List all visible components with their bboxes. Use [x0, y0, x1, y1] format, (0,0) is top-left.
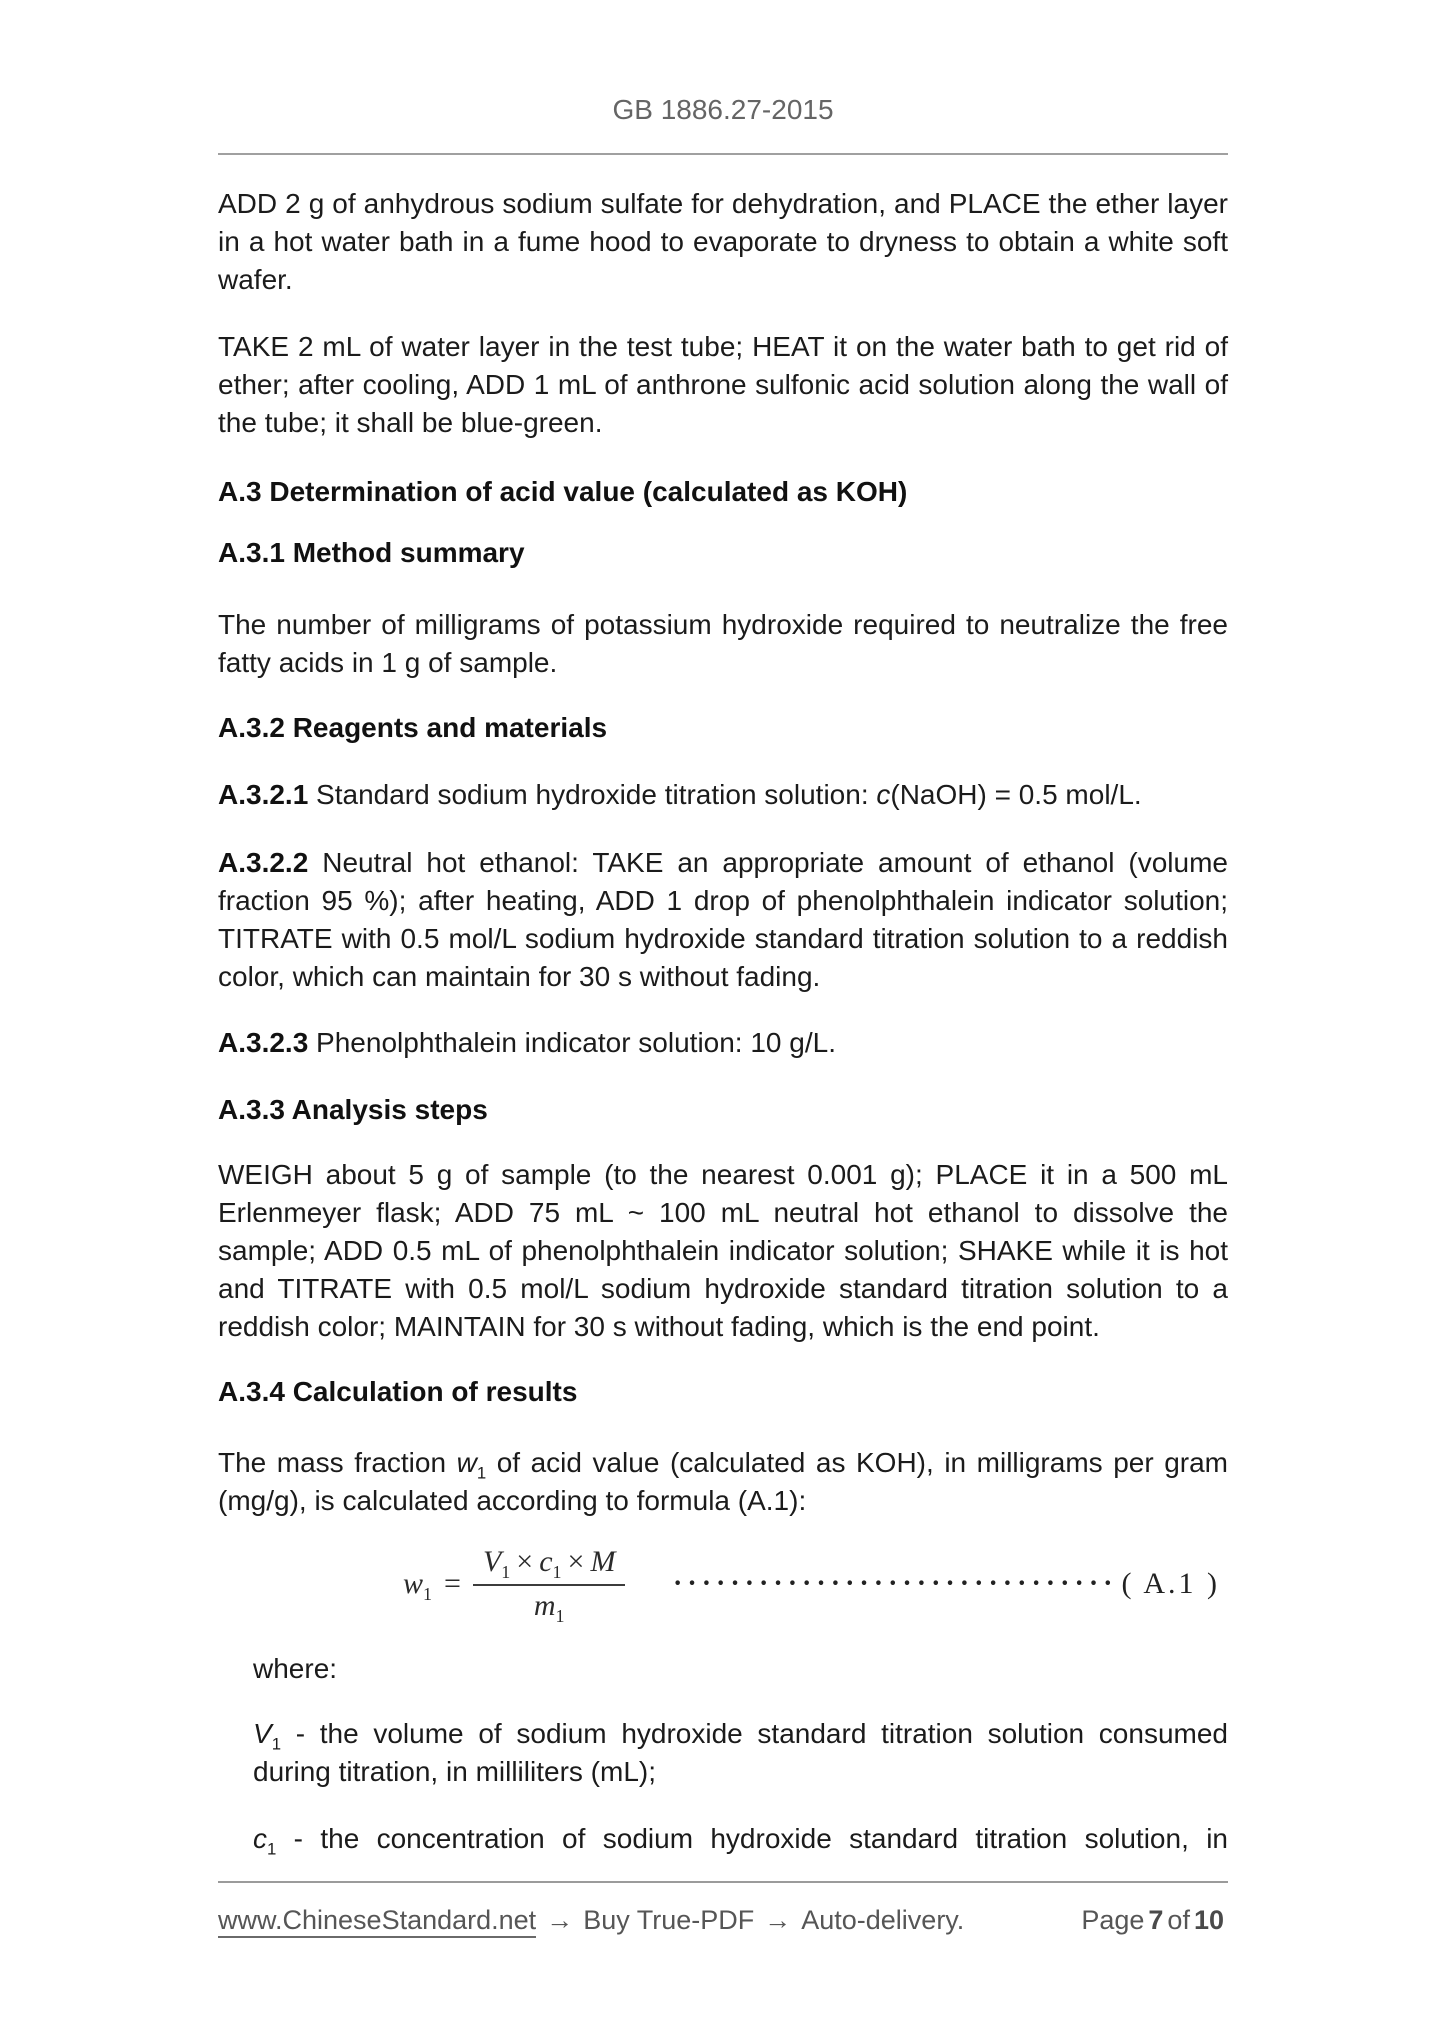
page-header-doc-number: GB 1886.27-2015 — [612, 94, 834, 125]
formula-w-subscript: 1 — [423, 1584, 433, 1604]
definition-c1-text: - the concentration of sodium hydroxide standard titration solution, in — [276, 1823, 1228, 1854]
footer-divider — [218, 1881, 1228, 1883]
formula-v-subscript: 1 — [501, 1562, 511, 1582]
page-total: 10 — [1193, 1905, 1224, 1935]
page-number — [1081, 1901, 1228, 1939]
clause-text-a323: Phenolphthalein indicator solution: 10 g/L. — [308, 1027, 836, 1058]
formula-number: ( A.1 ) — [1121, 1567, 1220, 1600]
formula-m-subscript: 1 — [555, 1606, 565, 1626]
mass-fraction-post: of acid value (calculated as KOH), in milligrams per gram (mg/g), is calculated according to formula (A.1): — [218, 1447, 1228, 1516]
clause-text-a321-post: (NaOH) = 0.5 mol/L. — [890, 779, 1142, 810]
page-content — [218, 0, 1228, 1858]
paragraph-mass-fraction — [218, 1444, 1228, 1520]
header-divider — [218, 153, 1228, 155]
paragraph-dehydration: ADD 2 g of anhydrous sodium sulfate for dehydration, and PLACE the ether layer in a hot water bath in a fume hood to evaporate to dryness to obtain a white soft wafer. — [218, 188, 1228, 295]
paragraph-method-summary: The number of milligrams of potassium hydroxide required to neutralize the free fatty acids in 1 g of sample. — [218, 609, 1228, 678]
formula-variable-m-upper: M — [590, 1545, 616, 1578]
heading-a34: A.3.4 Calculation of results — [218, 1376, 578, 1407]
variable-v1-subscript: 1 — [271, 1734, 282, 1754]
formula-numerator — [473, 1544, 626, 1586]
formula-block — [218, 1544, 1228, 1624]
clause-text-a321-pre: Standard sodium hydroxide titration solution: — [308, 779, 877, 810]
paragraph-a323 — [218, 1024, 1228, 1062]
definition-v1-text: - the volume of sodium hydroxide standard titration solution consumed during titration, in milliliters (mL); — [253, 1718, 1228, 1787]
formula-variable-c: c — [539, 1545, 553, 1578]
formula-reference — [673, 1567, 1220, 1601]
variable-v1: V — [253, 1718, 272, 1749]
definition-c1 — [218, 1820, 1228, 1858]
site-link[interactable]: www.ChineseStandard.net — [218, 1905, 536, 1938]
heading-a3: A.3 Determination of acid value (calculated as KOH) — [218, 476, 908, 507]
heading-a32: A.3.2 Reagents and materials — [218, 712, 608, 743]
footer-buy-label: Buy True-PDF — [583, 1905, 755, 1935]
leader-dots: ······························· — [673, 1568, 1118, 1599]
clause-text-a322: Neutral hot ethanol: TAKE an appropriate amount of ethanol (volume fraction 95 %); after heating, ADD 1 drop of phenolphthalein indicator solution; TITRATE with 0.5 mol/L sodium hydroxide standard titration solution to a reddish color, which can maintain for 30 s without fading. — [218, 847, 1228, 992]
formula-c-subscript: 1 — [552, 1562, 562, 1582]
formula-fraction — [473, 1544, 626, 1624]
heading-a33: A.3.3 Analysis steps — [218, 1094, 488, 1125]
variable-w-subscript: 1 — [476, 1463, 487, 1483]
variable-w: w — [456, 1447, 477, 1478]
formula-variable-v: V — [482, 1545, 502, 1578]
variable-c1: c — [253, 1823, 267, 1854]
clause-label-a322: A.3.2.2 — [218, 847, 309, 878]
clause-label-a321: A.3.2.1 — [218, 779, 309, 810]
definition-v1 — [218, 1715, 1228, 1791]
footer-left-group — [218, 1901, 964, 1939]
paragraph-water-layer: TAKE 2 mL of water layer in the test tube; HEAT it on the water bath to get rid of ether; after cooling, ADD 1 mL of anthrone sulfonic acid solution along the wall of the tube; it shall be blue-green. — [218, 331, 1228, 438]
paragraph-analysis-steps: WEIGH about 5 g of sample (to the nearest 0.001 g); PLACE it in a 500 mL Erlenmeyer flask; ADD 75 mL ~ 100 mL neutral hot ethanol to dissolve the sample; ADD 0.5 mL of phenolphthalein indicator solution; SHAKE while it is hot and TITRATE with 0.5 mol/L sodium hydroxide standard titration solution to a reddish color; MAINTAIN for 30 s without fading, which is the end point. — [218, 1159, 1228, 1342]
formula-lhs — [403, 1567, 433, 1604]
footer-delivery-label: Auto-delivery. — [801, 1905, 965, 1935]
multiplication-sign: × — [516, 1545, 534, 1578]
page-label: Page — [1081, 1905, 1145, 1935]
paragraph-a321 — [218, 776, 1228, 814]
formula-variable-m-lower: m — [533, 1589, 556, 1622]
where-label: where: — [253, 1653, 338, 1684]
heading-a31: A.3.1 Method summary — [218, 537, 525, 568]
formula-denominator — [473, 1586, 626, 1624]
arrow-icon: → — [764, 1905, 792, 1935]
arrow-icon: → — [546, 1905, 574, 1935]
variable-c1-subscript: 1 — [267, 1839, 277, 1859]
formula-equation — [403, 1544, 625, 1624]
multiplication-sign: × — [567, 1545, 585, 1578]
mass-fraction-pre: The mass fraction — [218, 1447, 457, 1478]
paragraph-a322 — [218, 844, 1228, 996]
equals-sign: = — [444, 1567, 461, 1600]
page-current: 7 — [1148, 1905, 1164, 1935]
variable-c: c — [876, 779, 891, 810]
formula-variable-w: w — [403, 1567, 424, 1600]
page-footer — [218, 1901, 1228, 1939]
of-label: of — [1167, 1905, 1190, 1935]
clause-label-a323: A.3.2.3 — [218, 1027, 309, 1058]
